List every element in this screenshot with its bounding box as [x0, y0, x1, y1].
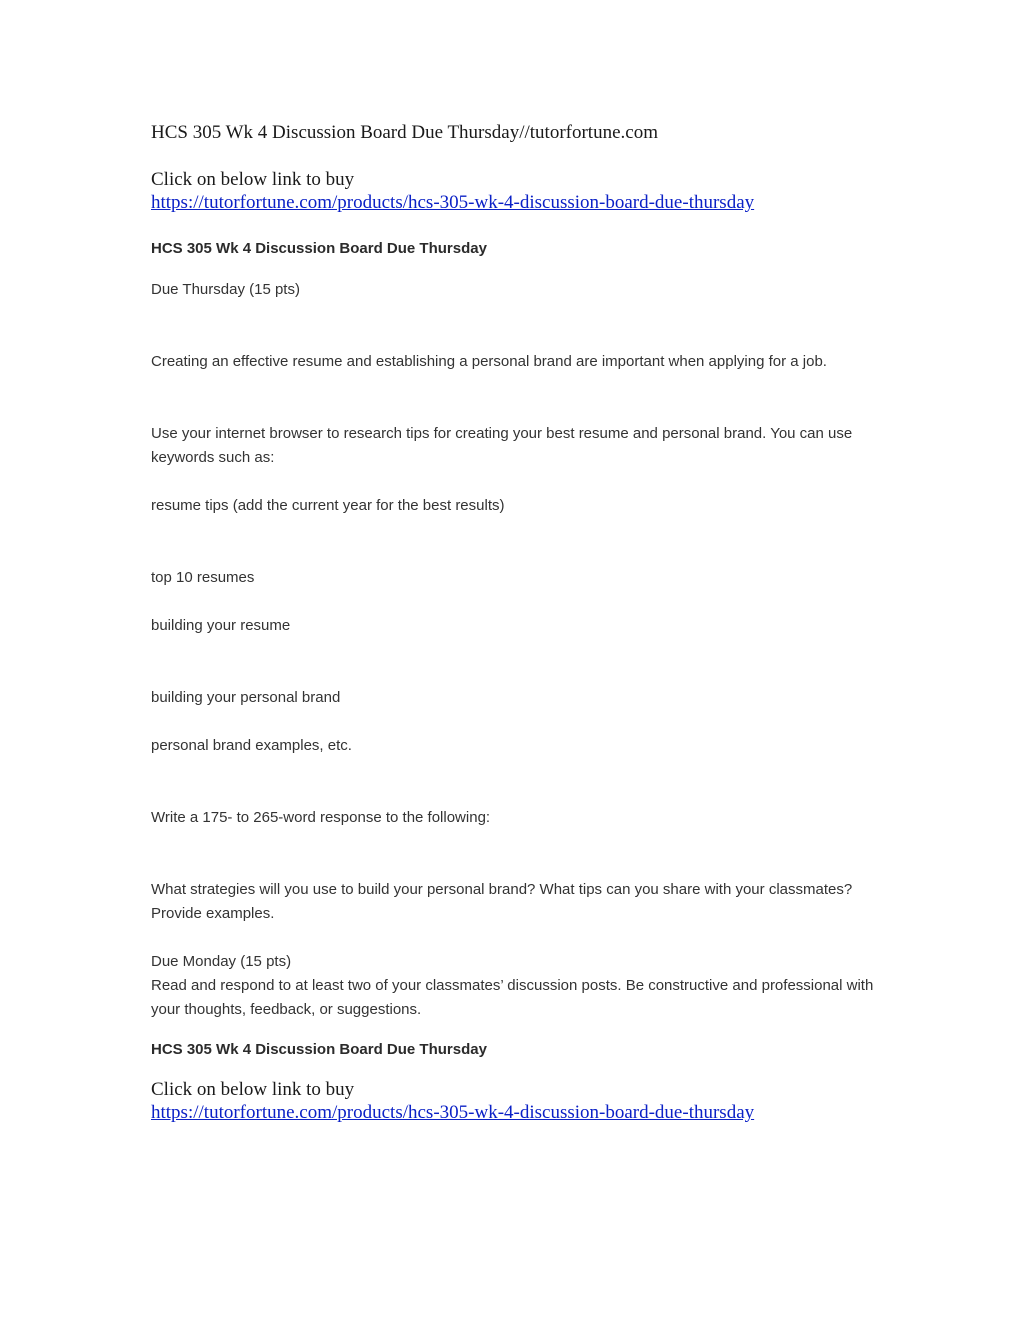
section-heading-bottom: HCS 305 Wk 4 Discussion Board Due Thursday [151, 1041, 487, 1058]
buy-block-top [151, 168, 754, 214]
due-monday-label: Due Monday (15 pts) [151, 953, 292, 970]
keyword-item: personal brand examples, etc. [151, 737, 352, 754]
due-thursday-label: Due Thursday (15 pts) [151, 281, 300, 298]
buy-label-bottom: Click on below link to buy [151, 1079, 355, 1100]
research-paragraph: Use your internet browser to research tips for creating your best resume and personal brand. You can use keywords such as: [151, 425, 853, 466]
keyword-item: building your resume [151, 617, 291, 634]
respond-instructions: Read and respond to at least two of your classmates’ discussion posts. Be constructive and professional with your thoughts, feedback, or suggestions. [151, 977, 874, 1018]
product-link-bottom[interactable]: https://tutorfortune.com/products/hcs-305-wk-4-discussion-board-due-thursday [151, 1102, 755, 1123]
buy-label-top: Click on below link to buy [151, 169, 355, 190]
keyword-item: resume tips (add the current year for the best results) [151, 497, 505, 514]
buy-block-bottom [151, 1078, 754, 1124]
section-heading: HCS 305 Wk 4 Discussion Board Due Thursday [151, 240, 487, 257]
product-link-top[interactable]: https://tutorfortune.com/products/hcs-305-wk-4-discussion-board-due-thursday [151, 192, 755, 213]
intro-paragraph: Creating an effective resume and establishing a personal brand are important when applying for a job. [151, 353, 827, 370]
discussion-question: What strategies will you use to build your personal brand? What tips can you share with your classmates? Provide examples. [151, 881, 853, 922]
keyword-item: building your personal brand [151, 689, 341, 706]
document-title: HCS 305 Wk 4 Discussion Board Due Thursday//tutorfortune.com [151, 122, 658, 143]
write-prompt: Write a 175- to 265-word response to the following: [151, 809, 491, 826]
keyword-item: top 10 resumes [151, 569, 255, 586]
